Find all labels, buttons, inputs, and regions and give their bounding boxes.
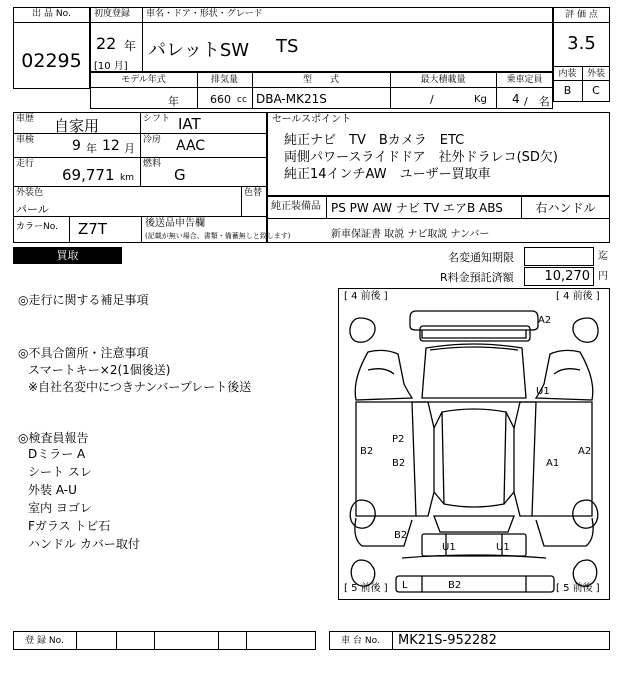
damage-mark: A1 bbox=[546, 458, 560, 469]
car-name-label: 車名・ドア・形状・グレード bbox=[146, 9, 263, 19]
lot-number-box bbox=[13, 7, 90, 89]
inspector-item: ハンドル カバー取付 bbox=[28, 537, 140, 551]
inspection-month-unit: 月 bbox=[124, 142, 135, 155]
score-label: 評 価 点 bbox=[565, 10, 598, 20]
exterior-grade: C bbox=[592, 84, 600, 97]
inspection-month: 12 bbox=[102, 138, 120, 154]
sales-point-line: 両側パワースライドドア 社外ドラレコ(SD欠) bbox=[284, 150, 558, 165]
damage-mark: P2 bbox=[392, 434, 405, 445]
inspection-year-unit: 年 bbox=[86, 142, 97, 155]
aftermarket-note: (記載が無い場合、書類・備蓄無しと致します) bbox=[145, 232, 291, 240]
chassis-number: MK21S-952282 bbox=[398, 633, 497, 648]
corner-label-front-right: [ 4 前後 ] bbox=[556, 291, 600, 302]
inspector-item: Dミラー A bbox=[28, 447, 86, 461]
damage-mark: B2 bbox=[448, 580, 462, 591]
mileage-label: 走行 bbox=[16, 159, 35, 169]
chassis-number-label: 車 台 No. bbox=[341, 636, 380, 646]
sales-point-line: 純正ナビ TV Bカメラ ETC bbox=[284, 133, 465, 148]
corner-label-front-left: [ 4 前後 ] bbox=[344, 291, 388, 302]
ac-label: 冷房 bbox=[143, 135, 162, 145]
history-value: 自家用 bbox=[54, 117, 100, 135]
recycle-fee-unit: 円 bbox=[598, 271, 608, 282]
name-change-deadline-label: 名変通知期限 bbox=[448, 251, 514, 264]
model-code-label: 型 式 bbox=[302, 75, 339, 85]
damage-mark: B2 bbox=[360, 446, 374, 457]
interior-grade: B bbox=[563, 84, 572, 97]
recycle-fee-value: 10,270 bbox=[544, 269, 590, 284]
model-year-label: モデル年式 bbox=[121, 75, 166, 85]
inspector-item: 室内 ヨゴレ bbox=[28, 501, 92, 515]
year-unit: 年 bbox=[124, 39, 137, 53]
steering-value: 右ハンドル bbox=[535, 201, 596, 215]
damage-mark: L bbox=[402, 580, 408, 591]
name-change-deadline-unit: 迄 bbox=[598, 251, 608, 262]
interior-label: 内装 bbox=[558, 69, 577, 79]
model-code: DBA-MK21S bbox=[256, 92, 327, 106]
mileage-value: 69,771 bbox=[62, 166, 115, 184]
first-registration-year: 22 bbox=[96, 34, 117, 53]
lot-number: 02295 bbox=[21, 50, 82, 72]
model-year-unit: 年 bbox=[168, 95, 179, 108]
defect-item: スマートキー×2(1個後送) bbox=[28, 363, 171, 377]
purchase-badge: 買取 bbox=[13, 247, 122, 264]
warranty-items: 新車保証書 取説 ナビ取説 ナンバー bbox=[331, 229, 490, 240]
displacement: 660 bbox=[210, 93, 231, 106]
damage-mark: U1 bbox=[442, 542, 456, 553]
car-name: パレットSW bbox=[148, 40, 250, 61]
shift-label: シフト bbox=[143, 114, 171, 124]
first-registration-label: 初度登録 bbox=[94, 9, 131, 19]
equipment-label: 純正装備品 bbox=[271, 201, 321, 212]
fuel-value: G bbox=[174, 166, 186, 184]
inspection-year: 9 bbox=[72, 138, 81, 154]
color-change-label: 色替 bbox=[244, 188, 263, 198]
defects-title: ◎不具合箇所・注意事項 bbox=[18, 346, 149, 360]
name-change-deadline-box bbox=[524, 247, 594, 266]
fuel-label: 燃料 bbox=[143, 159, 162, 169]
recycle-fee-label: R料金預託済額 bbox=[440, 271, 514, 284]
sales-points-label: セールスポイント bbox=[272, 114, 352, 125]
max-load-label: 最大積載量 bbox=[420, 75, 466, 85]
shift-value: IAT bbox=[178, 115, 201, 133]
inspector-item: シート スレ bbox=[28, 465, 92, 479]
history-label: 車歴 bbox=[16, 114, 35, 124]
damage-mark: U1 bbox=[496, 542, 510, 553]
max-load-unit: Kg bbox=[474, 94, 487, 105]
color-no: Z7T bbox=[78, 220, 107, 238]
damage-mark: U1 bbox=[536, 386, 550, 397]
grade: TS bbox=[276, 36, 299, 57]
lot-number-label: 出 品 No. bbox=[32, 9, 71, 19]
aftermarket-label: 後送品申告欄 bbox=[145, 218, 205, 229]
capacity-label: 乗車定員 bbox=[506, 75, 543, 85]
equipment-value: PS PW AW ナビ TV エアB ABS bbox=[331, 201, 503, 215]
sales-point-line: 純正14インチAW ユーザー買取車 bbox=[284, 167, 491, 182]
damage-mark: B2 bbox=[392, 458, 406, 469]
inspector-item: Fガラス トビ石 bbox=[28, 519, 111, 533]
exterior-label: 外装 bbox=[586, 69, 605, 79]
capacity: 4 bbox=[512, 92, 520, 106]
inspection-label: 車検 bbox=[16, 135, 35, 145]
color-value: パール bbox=[16, 203, 49, 216]
ac-value: AAC bbox=[176, 138, 206, 154]
inspector-report-title: ◎検査員報告 bbox=[18, 431, 89, 445]
overall-score: 3.5 bbox=[567, 33, 596, 54]
damage-mark: B2 bbox=[394, 530, 408, 541]
color-label: 外装色 bbox=[16, 188, 44, 198]
car-damage-diagram bbox=[338, 288, 610, 600]
defect-item: ※自社名変中につきナンバープレート後送 bbox=[28, 380, 252, 394]
displacement-label: 排気量 bbox=[210, 75, 238, 85]
corner-label-rear-right: [ 5 前後 ] bbox=[556, 583, 600, 594]
displacement-unit: cc bbox=[237, 95, 247, 105]
mileage-unit: km bbox=[120, 173, 134, 183]
inspector-item: 外装 A-U bbox=[28, 483, 77, 497]
corner-label-rear-left: [ 5 前後 ] bbox=[344, 583, 388, 594]
max-load-separator: / bbox=[430, 93, 434, 106]
color-no-label: カラーNo. bbox=[16, 222, 58, 232]
capacity-unit: / 名 bbox=[524, 95, 550, 108]
damage-mark: A2 bbox=[538, 315, 552, 326]
registration-number-label: 登 録 No. bbox=[25, 636, 64, 646]
first-registration-month: [10 月] bbox=[94, 61, 128, 72]
driving-supplement-title: ◎走行に関する補足事項 bbox=[18, 293, 149, 307]
damage-mark: A2 bbox=[578, 446, 592, 457]
